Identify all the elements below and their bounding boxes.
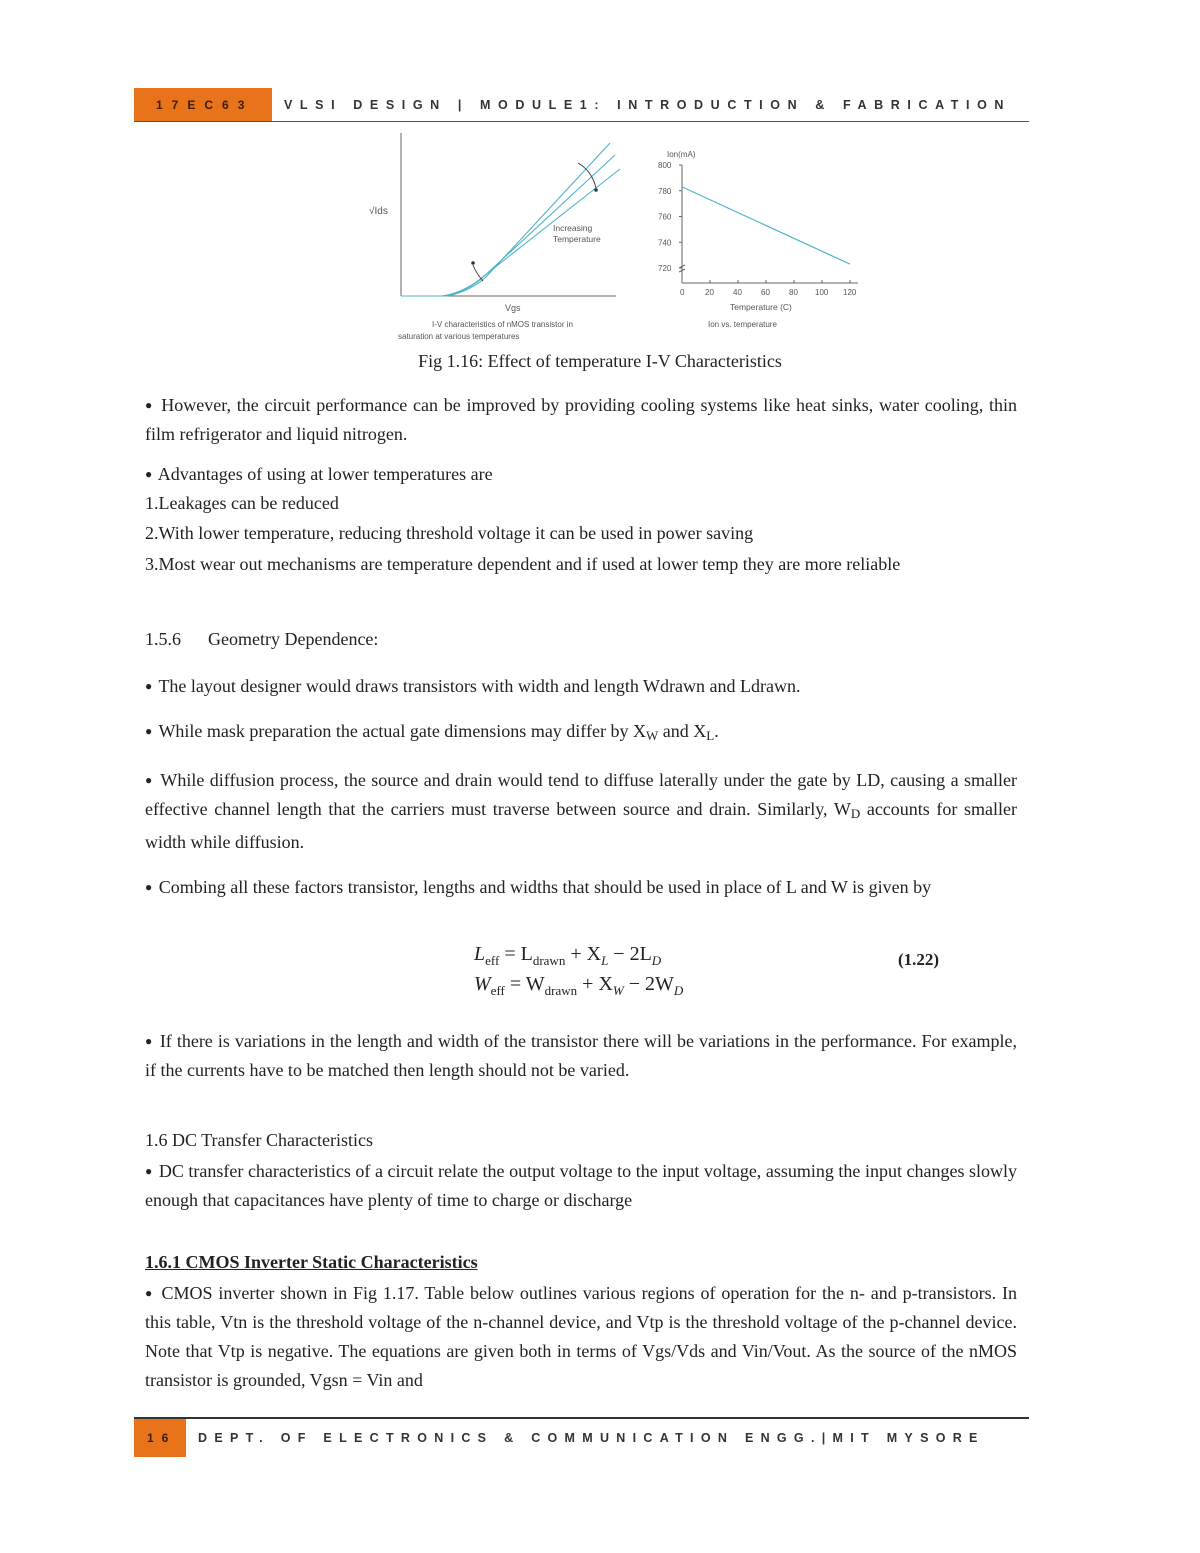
x-tick-label: 120 bbox=[843, 288, 857, 297]
bullet-icon: ● bbox=[145, 1286, 154, 1300]
page-number: 16 bbox=[134, 1419, 186, 1457]
figure-caption: Fig 1.16: Effect of temperature I-V Characteristics bbox=[418, 351, 782, 371]
equation-number: (1.22) bbox=[898, 950, 940, 969]
bullet-icon: ● bbox=[145, 1034, 153, 1048]
bullet-icon: ● bbox=[145, 880, 153, 894]
left-caption-line1: I-V characteristics of nMOS transistor in bbox=[432, 320, 573, 329]
list-item: 3.Most wear out mechanisms are temperature dependent and if used at lower temp they are more reliable bbox=[145, 554, 901, 574]
x-tick-label: 60 bbox=[761, 288, 770, 297]
equation-line-weff: $W_{eff} = W_{drawn} + X_W - 2W_D$ bbox=[474, 973, 684, 998]
left-y-label: √Ids bbox=[369, 206, 388, 217]
equation-1-22 bbox=[470, 936, 730, 1002]
iv-temperature-plot bbox=[369, 133, 620, 341]
paragraph-dc-transfer: ● DC transfer characteristics of a circuit relate the output voltage to the input voltage, assuming the input changes slowly enough that capacitances have plenty of time to charge or discharge bbox=[145, 1161, 1018, 1210]
footer-dept: DEPT. OF ELECTRONICS & COMMUNICATION ENGG.|MIT MYSORE bbox=[198, 1431, 985, 1445]
x-tick-label: 0 bbox=[680, 288, 685, 297]
course-code: 17EC63 bbox=[134, 88, 272, 121]
paragraph-advantages: ● Advantages of using at lower temperatures are bbox=[145, 464, 493, 484]
bullet-icon: ● bbox=[145, 398, 154, 412]
bullet-icon: ● bbox=[145, 773, 154, 787]
paragraph-mask-preparation: ● While mask preparation the actual gate dimensions may differ by $X_W$ and $X_L$. bbox=[145, 721, 719, 743]
x-tick-label: 80 bbox=[789, 288, 798, 297]
paragraph-cmos-inverter: ● CMOS inverter shown in Fig 1.17. Table below outlines various regions of operation for the n- and p-transistors. In this table, Vtn is the threshold voltage of the n-channel device, and Vtp is the threshold voltage of the p-channel device. Note that Vtp is negative. The equations are given both in terms of Vgs/Vds and Vin/Vout. As the source of the nMOS transistor is grounded, Vgsn = Vin and bbox=[145, 1283, 1017, 1390]
bullet-icon: ● bbox=[145, 724, 153, 738]
list-item: 2.With lower temperature, reducing threshold voltage it can be used in power saving bbox=[145, 523, 754, 543]
header-title: VLSI DESIGN | MODULE1: INTRODUCTION & FABRICATION bbox=[284, 97, 1012, 112]
section-heading-1-5-6: 1.5.6 Geometry Dependence: bbox=[145, 629, 379, 649]
right-y-label: Ion(mA) bbox=[667, 150, 696, 159]
bullet-icon: ● bbox=[145, 467, 153, 481]
paragraph-layout-designer: ● The layout designer would draws transistors with width and length Wdrawn and Ldrawn. bbox=[145, 676, 801, 696]
page-footer bbox=[134, 1417, 1029, 1457]
ion-series-line bbox=[682, 187, 850, 264]
paragraph-variations: ● If there is variations in the length and width of the transistor there will be variations in the performance. For example, if the currents have to be matched then length should not be varied. bbox=[145, 1031, 1018, 1080]
bullet-icon: ● bbox=[145, 679, 153, 693]
right-x-label: Temperature (C) bbox=[730, 302, 792, 312]
right-caption: Ion vs. temperature bbox=[708, 320, 777, 329]
paragraph-cooling: ● However, the circuit performance can be improved by providing cooling systems like heat sinks, water cooling, thin film refrigerator and liquid nitrogen. bbox=[145, 395, 1017, 444]
left-caption-line2: saturation at various temperatures bbox=[398, 332, 520, 341]
annotation-line2: Temperature bbox=[553, 234, 601, 244]
x-tick-label: 100 bbox=[815, 288, 829, 297]
section-heading-1-6: 1.6 DC Transfer Characteristics bbox=[145, 1130, 373, 1150]
y-tick-label: 720 bbox=[658, 264, 672, 273]
section-heading-1-6-1: 1.6.1 CMOS Inverter Static Characteristics bbox=[145, 1252, 478, 1272]
y-tick-label: 780 bbox=[658, 186, 672, 196]
x-tick-label: 40 bbox=[733, 288, 742, 297]
paragraph-diffusion: ● While diffusion process, the source and drain would tend to diffuse laterally under the gate by LD, causing a smaller effective channel length that the carriers must traverse between source and drain. Similarly, $W_D$ accounts for smaller width while diffusion. bbox=[145, 770, 1018, 852]
ion-vs-temperature-plot bbox=[658, 150, 858, 329]
page-header bbox=[134, 88, 1029, 122]
y-tick-label: 760 bbox=[658, 212, 672, 222]
annotation-line1: Increasing bbox=[553, 223, 593, 233]
y-tick-label: 800 bbox=[658, 161, 672, 170]
equation-line-leff: $L_{eff} = L_{drawn} + X_L - 2L_D$ bbox=[474, 943, 662, 968]
x-tick-label: 20 bbox=[705, 288, 714, 297]
list-item: 1.Leakages can be reduced bbox=[145, 493, 339, 513]
y-tick-label: 740 bbox=[658, 238, 672, 248]
left-x-label: Vgs bbox=[505, 303, 521, 313]
bullet-icon: ● bbox=[145, 1164, 153, 1178]
figure-1-16 bbox=[360, 133, 870, 348]
paragraph-combining: ● Combing all these factors transistor, lengths and widths that should be used in place of L and W is given by bbox=[145, 877, 932, 897]
